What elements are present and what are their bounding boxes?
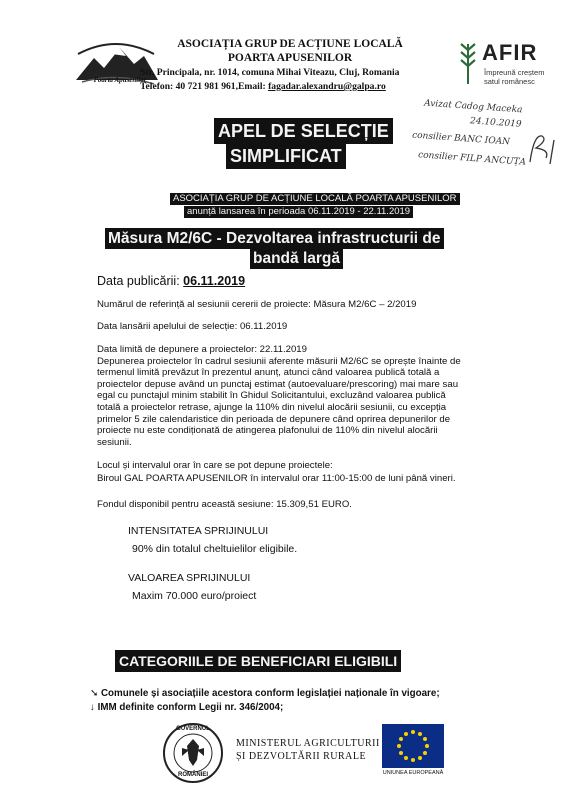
deadline-line-1: Depunerea proiectelor în cadrul sesiunii aferente măsurii M2/6C se oprește înainte de xyxy=(97,355,461,367)
category-item-2 xyxy=(90,702,283,713)
deadline-label: Data limită de depunere a proiectelor: xyxy=(97,344,257,355)
deadline-value: 22.11.2019 xyxy=(259,344,307,355)
publication-date xyxy=(97,274,245,288)
deadline-line-2: termenul limită prevăzut în prezentul anunț, atunci când valoarea publică totală a xyxy=(97,367,440,379)
government-text-top: GUVERNUL xyxy=(176,726,210,732)
eu-flag xyxy=(382,724,444,768)
announcement-line1: ASOCIAȚIA GRUP DE ACȚIUNE LOCALĂ POARTA APUSENILOR xyxy=(170,193,460,205)
announcement-line2: anunță lansarea în perioada 06.11.2019 - 22.11.2019 xyxy=(184,206,413,218)
support-value-amount: Maxim 70.000 euro/proiect xyxy=(132,590,257,602)
measure-title-line2: bandă largă xyxy=(250,248,343,269)
measure-title-line1: Măsura M2/6C - Dezvoltarea infrastructurii de xyxy=(105,228,444,249)
government-logo xyxy=(162,722,224,784)
deadline-line-4: egal cu punctajul minim stabilit în Ghidul Solicitantului, excluzând valoarea publică xyxy=(97,390,446,402)
org-name-line2: POARTA APUSENILOR xyxy=(227,52,353,64)
deadline-heading xyxy=(97,344,477,356)
reference-number xyxy=(97,299,416,311)
category-item-2-text: IMM definite conform Legii nr. 346/2004; xyxy=(97,702,284,713)
handwritten-date: 24.10.2019 xyxy=(469,116,522,130)
fund-block xyxy=(97,499,352,511)
category-item-1-text: Comunele și asociațiile acestora conform legislației naționale în vigoare; xyxy=(100,688,440,699)
email-link[interactable]: fagadar.alexandru@galpa.ro xyxy=(268,81,386,92)
launch-value: 06.11.2019 xyxy=(239,321,288,332)
deadline-line-3: proiectelor depuse având un punctaj estimat (autoevaluare/prescoring) mai mare sau xyxy=(97,378,459,390)
location-block xyxy=(97,460,487,484)
fund-value: 15.309,51 EURO. xyxy=(276,499,352,510)
reference-label: Numărul de referință al sesiunii cererii de proiecte: xyxy=(97,299,311,310)
afir-name: AFIR xyxy=(482,40,538,65)
bullet-arrow-icon: ➘ xyxy=(90,688,101,699)
title-line1: APEL DE SELECȚIE xyxy=(214,118,393,144)
government-text-bottom: ROMÂNIEI xyxy=(178,772,208,778)
org-contact xyxy=(140,81,440,92)
fund-label: Fondul disponibil pentru această sesiune: xyxy=(97,499,274,510)
category-item-1 xyxy=(90,688,440,699)
afir-tagline-1: Împreună creștem xyxy=(484,68,545,77)
support-value-label: VALOAREA SPRIJINULUI xyxy=(128,572,251,584)
eu-caption: UNIUNEA EUROPEANĂ xyxy=(382,770,444,776)
handwritten-reviewer-1: consilier BANC IOAN xyxy=(411,130,511,148)
location-label: Locul și intervalul orar în care se pot depune proiectele: xyxy=(97,460,333,471)
ministry-name-line1: MINISTERUL AGRICULTURII xyxy=(236,738,380,749)
org-name-line1: ASOCIAȚIA GRUP DE ACȚIUNE LOCALĂ xyxy=(177,38,403,50)
deadline-line-8: sesiunii. xyxy=(97,436,132,448)
wheat-icon xyxy=(458,40,478,86)
deadline-line-5: totală a proiectelor retrase, ajunge la 110% din nivelul alocării sesiunii, cu excepția xyxy=(97,401,447,413)
deadline-line-7: proiecte nu este condiționată de atingerea plafonului de 110% din nivelul alocării xyxy=(97,425,438,437)
categories-heading: CATEGORIILE DE BENEFICIARI ELIGIBILI xyxy=(115,650,401,672)
handwritten-reviewer-2: consilier FILP ANCUȚA xyxy=(417,150,527,168)
title-line2: SIMPLIFICAT xyxy=(226,143,346,169)
reference-value: Măsura M2/6C – 2/2019 xyxy=(313,299,417,310)
launch-label: Data lansării apelului de selecție: xyxy=(97,321,238,332)
handwritten-approval: Avizat Cadog Maceka xyxy=(423,98,523,116)
ministry-name-line2: ȘI DEZVOLTĂRII RURALE xyxy=(236,751,367,762)
phone-text: Telefon: 40 721 981 961,Email: xyxy=(140,81,269,92)
gal-logo-text: Poarta Apusenilor xyxy=(93,76,147,84)
afir-logo xyxy=(458,38,558,88)
location-value: Biroul GAL POARTA APUSENILOR în intervalul orar 11:00-15:00 de luni până vineri. xyxy=(97,472,456,484)
publication-value: 06.11.2019 xyxy=(183,274,246,288)
signature-icon xyxy=(524,128,564,168)
publication-label: Data publicării: xyxy=(97,274,180,288)
launch-date xyxy=(97,321,287,333)
deadline-block xyxy=(97,344,477,448)
deadline-line-6: primelor 5 zile calendaristice din perioada de depunere când oprirea depunerilor de xyxy=(97,413,451,425)
org-address: Str. Principala, nr. 1014, comuna Mihai Viteazu, Cluj, Romania xyxy=(140,67,400,78)
bullet-arrow-icon: ↓ xyxy=(90,702,98,713)
afir-tagline-2: satul românesc xyxy=(484,77,535,86)
intensity-label: INTENSITATEA SPRIJINULUI xyxy=(128,525,269,537)
intensity-value: 90% din totalul cheltuielilor eligibile. xyxy=(132,543,298,555)
